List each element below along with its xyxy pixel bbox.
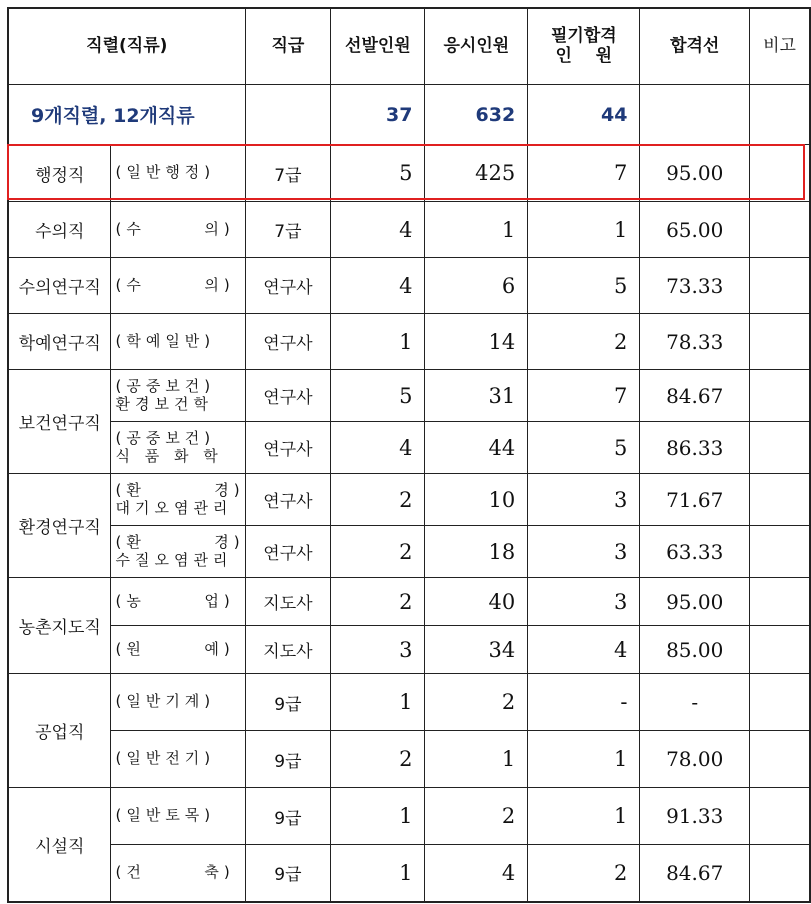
cutoff-score: 85.00 bbox=[640, 626, 750, 674]
passed-count: 5 bbox=[528, 258, 640, 314]
sub-category: (공중보건) 환경보건학 bbox=[111, 370, 245, 422]
applicant-count: 6 bbox=[425, 258, 528, 314]
sub-category: (수 의) bbox=[111, 202, 245, 258]
applicant-count: 1 bbox=[425, 202, 528, 258]
note-cell bbox=[749, 474, 810, 526]
grade: 7급 bbox=[245, 145, 331, 202]
note-cell bbox=[749, 202, 810, 258]
passed-count: 2 bbox=[528, 314, 640, 370]
selected-count: 1 bbox=[331, 845, 425, 902]
selected-count: 1 bbox=[331, 788, 425, 845]
sub-category: (학예일반) bbox=[111, 314, 245, 370]
position-group: 보건연구직 bbox=[8, 370, 111, 474]
note-cell bbox=[749, 788, 810, 845]
applicant-count: 18 bbox=[425, 526, 528, 578]
note-cell bbox=[749, 626, 810, 674]
grade: 7급 bbox=[245, 202, 331, 258]
note-cell bbox=[749, 370, 810, 422]
cutoff-score: 65.00 bbox=[640, 202, 750, 258]
table-row bbox=[8, 845, 810, 902]
cutoff-score: 86.33 bbox=[640, 422, 750, 474]
header-applicants: 응시인원 bbox=[425, 8, 528, 85]
grade: 연구사 bbox=[245, 314, 331, 370]
selected-count: 5 bbox=[331, 145, 425, 202]
grade: 지도사 bbox=[245, 578, 331, 626]
table-row bbox=[8, 788, 810, 845]
note-cell bbox=[749, 258, 810, 314]
selected-count: 5 bbox=[331, 370, 425, 422]
table-row bbox=[8, 145, 810, 202]
selected-count: 4 bbox=[331, 258, 425, 314]
sub-category: (수 의) bbox=[111, 258, 245, 314]
table-row bbox=[8, 626, 810, 674]
grade: 연구사 bbox=[245, 474, 331, 526]
passed-count: 7 bbox=[528, 370, 640, 422]
sub-category: (건 축) bbox=[111, 845, 245, 902]
table-row bbox=[8, 314, 810, 370]
grade: 연구사 bbox=[245, 422, 331, 474]
header-written-pass bbox=[528, 8, 640, 85]
note-cell bbox=[749, 526, 810, 578]
note-cell bbox=[749, 731, 810, 788]
passed-count: 7 bbox=[528, 145, 640, 202]
selected-count: 4 bbox=[331, 202, 425, 258]
selected-count: 2 bbox=[331, 731, 425, 788]
header-note: 비고 bbox=[749, 8, 810, 85]
grade: 9급 bbox=[245, 674, 331, 731]
applicant-count: 2 bbox=[425, 788, 528, 845]
note-cell bbox=[749, 578, 810, 626]
cutoff-score: 78.33 bbox=[640, 314, 750, 370]
selected-count: 2 bbox=[331, 526, 425, 578]
summary-selected: 37 bbox=[331, 85, 425, 145]
position-group: 수의연구직 bbox=[8, 258, 111, 314]
selected-count: 3 bbox=[331, 626, 425, 674]
summary-applicants: 632 bbox=[425, 85, 528, 145]
header-selected: 선발인원 bbox=[331, 8, 425, 85]
passed-count: - bbox=[528, 674, 640, 731]
note-cell bbox=[749, 845, 810, 902]
table-row bbox=[8, 258, 810, 314]
passed-count: 3 bbox=[528, 578, 640, 626]
passed-count: 4 bbox=[528, 626, 640, 674]
header-written-pass-line2: 인 원 bbox=[555, 45, 613, 66]
summary-passed: 44 bbox=[528, 85, 640, 145]
note-cell bbox=[749, 422, 810, 474]
grade: 9급 bbox=[245, 731, 331, 788]
selected-count: 4 bbox=[331, 422, 425, 474]
applicant-count: 2 bbox=[425, 674, 528, 731]
grade: 9급 bbox=[245, 845, 331, 902]
summary-cutoff bbox=[640, 85, 750, 145]
selected-count: 2 bbox=[331, 578, 425, 626]
header-row bbox=[8, 8, 810, 85]
table-row bbox=[8, 674, 810, 731]
grade: 지도사 bbox=[245, 626, 331, 674]
summary-note bbox=[749, 85, 810, 145]
header-position-group: 직렬(직류) bbox=[8, 8, 245, 85]
table-row bbox=[8, 474, 810, 526]
summary-grade bbox=[245, 85, 331, 145]
selected-count: 2 bbox=[331, 474, 425, 526]
cutoff-score: 91.33 bbox=[640, 788, 750, 845]
position-group: 시설직 bbox=[8, 788, 111, 902]
cutoff-score: 71.67 bbox=[640, 474, 750, 526]
cutoff-score: 78.00 bbox=[640, 731, 750, 788]
passed-count: 5 bbox=[528, 422, 640, 474]
sub-category: (공중보건) 식 품 화 학 bbox=[111, 422, 245, 474]
applicant-count: 14 bbox=[425, 314, 528, 370]
sub-category: (일반행정) bbox=[111, 145, 245, 202]
table-row bbox=[8, 578, 810, 626]
applicant-count: 44 bbox=[425, 422, 528, 474]
sub-category: (원 예) bbox=[111, 626, 245, 674]
cutoff-score: 84.67 bbox=[640, 845, 750, 902]
position-group: 공업직 bbox=[8, 674, 111, 788]
sub-category: (일반기계) bbox=[111, 674, 245, 731]
note-cell bbox=[749, 674, 810, 731]
cutoff-score: 73.33 bbox=[640, 258, 750, 314]
header-written-pass-line1: 필기합격 bbox=[550, 25, 617, 46]
sub-category: (환 경) 대기오염관리 bbox=[111, 474, 245, 526]
sub-category: (농 업) bbox=[111, 578, 245, 626]
passed-count: 1 bbox=[528, 788, 640, 845]
position-group: 학예연구직 bbox=[8, 314, 111, 370]
grade: 연구사 bbox=[245, 526, 331, 578]
passed-count: 2 bbox=[528, 845, 640, 902]
summary-title: 9개직렬, 12개직류 bbox=[8, 85, 245, 145]
passed-count: 1 bbox=[528, 731, 640, 788]
passed-count: 3 bbox=[528, 526, 640, 578]
table-row bbox=[8, 526, 810, 578]
position-group: 환경연구직 bbox=[8, 474, 111, 578]
note-cell bbox=[749, 145, 810, 202]
header-cutoff: 합격선 bbox=[640, 8, 750, 85]
sub-category: (일반전기) bbox=[111, 731, 245, 788]
passed-count: 1 bbox=[528, 202, 640, 258]
position-group: 수의직 bbox=[8, 202, 111, 258]
applicant-count: 40 bbox=[425, 578, 528, 626]
cutoff-score: 63.33 bbox=[640, 526, 750, 578]
selected-count: 1 bbox=[331, 674, 425, 731]
passed-count: 3 bbox=[528, 474, 640, 526]
results-table bbox=[7, 7, 811, 903]
grade: 9급 bbox=[245, 788, 331, 845]
cutoff-score: - bbox=[640, 674, 750, 731]
table-body bbox=[8, 145, 810, 902]
applicant-count: 31 bbox=[425, 370, 528, 422]
position-group: 농촌지도직 bbox=[8, 578, 111, 674]
selected-count: 1 bbox=[331, 314, 425, 370]
cutoff-score: 84.67 bbox=[640, 370, 750, 422]
grade: 연구사 bbox=[245, 258, 331, 314]
table-row bbox=[8, 422, 810, 474]
note-cell bbox=[749, 314, 810, 370]
applicant-count: 34 bbox=[425, 626, 528, 674]
sub-category: (일반토목) bbox=[111, 788, 245, 845]
applicant-count: 4 bbox=[425, 845, 528, 902]
header-grade: 직급 bbox=[245, 8, 331, 85]
cutoff-score: 95.00 bbox=[640, 578, 750, 626]
applicant-count: 10 bbox=[425, 474, 528, 526]
grade: 연구사 bbox=[245, 370, 331, 422]
table-row bbox=[8, 370, 810, 422]
position-group: 행정직 bbox=[8, 145, 111, 202]
table-row bbox=[8, 202, 810, 258]
table-row bbox=[8, 731, 810, 788]
sub-category: (환 경) 수질오염관리 bbox=[111, 526, 245, 578]
summary-row bbox=[8, 85, 810, 145]
applicant-count: 425 bbox=[425, 145, 528, 202]
applicant-count: 1 bbox=[425, 731, 528, 788]
cutoff-score: 95.00 bbox=[640, 145, 750, 202]
